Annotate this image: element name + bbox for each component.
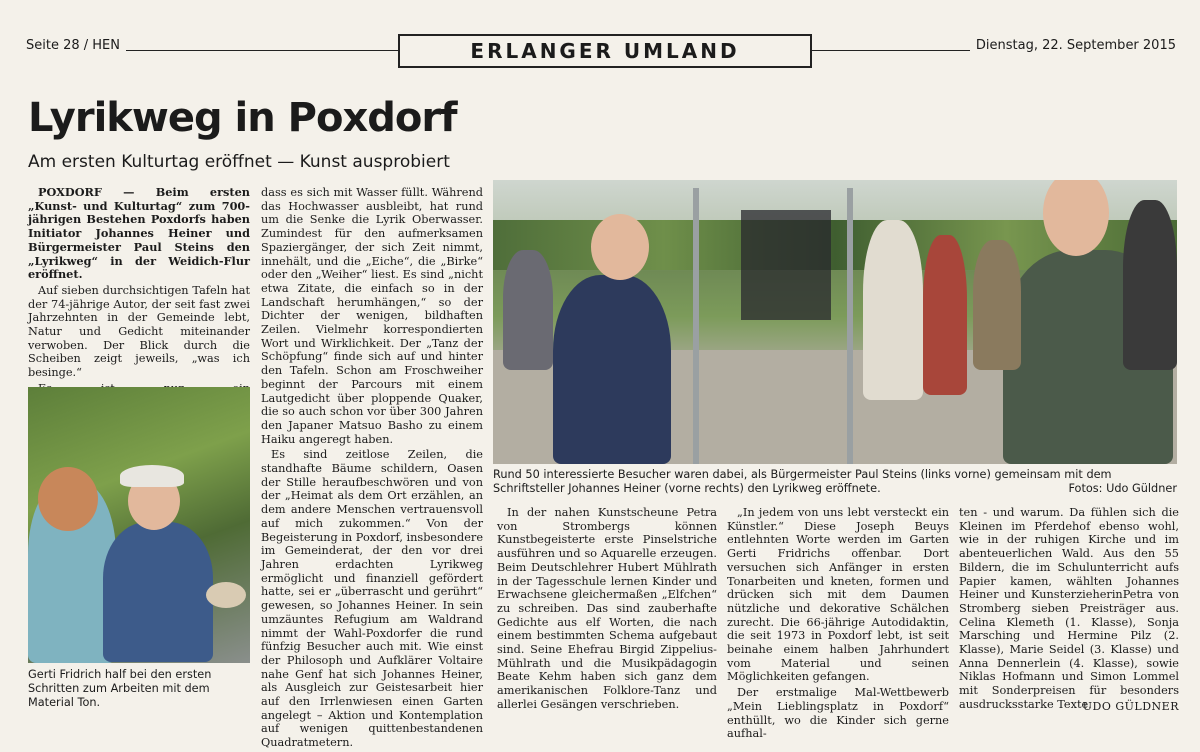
photo-clay-bowl [206, 582, 246, 608]
lead-text: Beim ersten „Kunst- und Kulturtag“ zum 700-jährigen Bestehen Poxdorfs haben Initiator Johannes Heiner und Bürgermeister Paul Steins den „Lyrikweg“ in der Weidich-Flur eröffnet. [28, 185, 250, 282]
subheadline: Am ersten Kulturtag eröffnet — Kunst ausprobiert [28, 152, 450, 172]
photo-figure-mayor [553, 275, 671, 464]
photo-hat [120, 465, 184, 487]
byline: UDO GÜLDNER [1082, 699, 1179, 713]
headline: Lyrikweg in Poxdorf [28, 95, 457, 141]
masthead [26, 34, 1176, 62]
article-column-3 [497, 506, 717, 714]
photo-head-mayor [591, 214, 649, 280]
paragraph: dass es sich mit Wasser füllt. Während das Hochwasser ausbleibt, hat rund um die Senke die Lyrik Oberwasser. Zumindest für den aufmerksamen Spaziergänger, der sich Zeit nimmt, innehält, und die „Eiche“, die „Birke“ oder den „Weiher“ liest. Es sind „nicht etwa Zitate, die einfach so in der Landschaft herumhängen,“ so der Dichter der wenigen, bildhaften Zeilen. Vielmehr korrespondierten Wort und Wirklichkeit. Der „Tanz der Schöpfung“ finde sich auf und hinter den Tafeln. Schon am Froschweiher beginnt der Parcours mit einem Lautgedicht über ploppende Quaker, die so auch schon vor über 300 Jahren den Japaner Matsuo Basho zu einem Haiku angeregt haben. [261, 186, 483, 446]
photo-crowd-left [503, 250, 553, 370]
paragraph: In der nahen Kunstscheune Petra von Strombergs können Kunstbegeisterte erste Pinselstriche ausführen und so Aquarelle erzeugen. Beim Deutschlehrer Hubert Mühlrath in der Tagesschule lernen Kinder und Erwachsene gleichermaßen „Elfchen“ zu schreiben. Das sind zauberhafte Gedichte aus elf Worten, die nach einem bestimmten Schema aufgebaut sind. Seine Ehefrau Birgid Zippelius-Mühlrath und die Musikpädagogin Beate Kehm haben sich ganz dem amerikanischen Folklore-Tanz und allerlei Gesängen verschrieben. [497, 506, 717, 711]
photo-crowd-woman-red [923, 235, 967, 395]
main-photo-caption [493, 468, 1177, 496]
photo-lyrikweg-opening [493, 180, 1177, 464]
article-column-5 [959, 506, 1179, 713]
paragraph: Auf sieben durchsichtigen Tafeln hat der 74-jährige Autor, der seit fast zwei Jahrzehnten in der Gemeinde lebt, Natur und Gedicht miteinander verwoben. Der Blick durch die Scheiben zeigt jeweils, „was ich besinge.“ [28, 283, 250, 380]
section-title: ERLANGER UMLAND [398, 34, 812, 68]
photo-figure-man [103, 522, 213, 662]
main-photo-caption-text: Rund 50 interessierte Besucher waren dabei, als Bürgermeister Paul Steins (links vorne) gemeinsam mit dem Schriftsteller Johannes Heiner (vorne rechts) den Lyrikweg eröffnete. [493, 468, 1112, 495]
paragraph: Es sind zeitlose Zeilen, die standhafte Bäume schildern, Oasen der Stille heraufbeschwören und von der „Heimat als dem Ort erzählen, an dem andere Menschen vertrauensvoll auf mich zukommen.“ Von der Begeisterung in Poxdorf, insbesondere im Gemeinderat, der den vor drei Jahren erdachten Lyrikweg ermöglicht und finanziell gefördert hatte, sei er „überrascht und gerührt“ gewesen, so Johannes Heiner. In sein umzäuntes Refugium am Waldrand nimmt der Wahl-Poxdorfer die rund fünfzig Besucher auch mit. Wie einst der Philosoph und Aufklärer Voltaire nahe Genf hat sich Johannes Heiner, als Ausgleich zur Geistesarbeit hier auf den Irrlenwiesen einen Garten angelegt – Aktion und Kontemplation auf wenigen quittenbestandenen Quadratmetern. [261, 448, 483, 750]
small-photo-caption: Gerti Fridrich half bei den ersten Schritten zum Arbeiten mit dem Material Ton. [28, 668, 212, 709]
article-column-4 [727, 506, 949, 743]
photo-poem-panel [741, 210, 831, 320]
issue-date: Dienstag, 22. September 2015 [970, 38, 1176, 53]
paragraph: „In jedem von uns lebt versteckt ein Künstler.“ Diese Joseph Beuys entlehnten Worte werden im Garten Gerti Fridrichs offenbar. Dort versuchen sich Anfänger in ersten Tonarbeiten und kneten, formen und drücken sich mit dem Daumen nützliche und dekorative Schälchen zurecht. Die 66-jährige Autodidaktin, die seit 1973 in Poxdorf lebt, ist seit beinahe einem halben Jahrhundert vom Material und seinen Möglichkeiten gefangen. [727, 506, 949, 684]
paragraph: Der erstmalige Mal-Wettbewerb „Mein Lieblingsplatz in Poxdorf“ enthüllt, wo die Kinder sich gerne aufhal- [727, 686, 949, 741]
dateline: POXDORF — [38, 185, 135, 199]
paragraph: ten - und warum. Da fühlen sich die Kleinen im Pferdehof ebenso wohl, wie in der ruhigen Kirche und im abenteuerlichen Wald. Aus den 55 Bildern, die im Schulunterricht aufs Papier kamen, wählten Johannes Heiner und KunsterzieherinPetra von Stromberg sieben Preisträger aus. Celina Klemeth (1. Klasse), Sonja Marsching und Hermine Pilz (2. Klasse), Marie Seidel (3. Klasse) und Anna Dennerlein (4. Klasse), sowie Niklas Hofmann und Simon Lommel mit Sonderpreisen für besonders ausdrucksstarke Texte. [959, 506, 1179, 711]
photo-pottery-workshop [28, 387, 250, 663]
photo-crowd-middle [863, 220, 923, 400]
photo-crowd-right [973, 240, 1021, 370]
photo-credit: Fotos: Udo Güldner [1068, 482, 1177, 495]
photo-head-woman [38, 467, 98, 531]
lead-paragraph [28, 186, 250, 282]
page-number: Seite 28 / HEN [26, 38, 126, 53]
photo-crowd-far-right [1123, 200, 1177, 370]
article-column-2 [261, 186, 483, 752]
